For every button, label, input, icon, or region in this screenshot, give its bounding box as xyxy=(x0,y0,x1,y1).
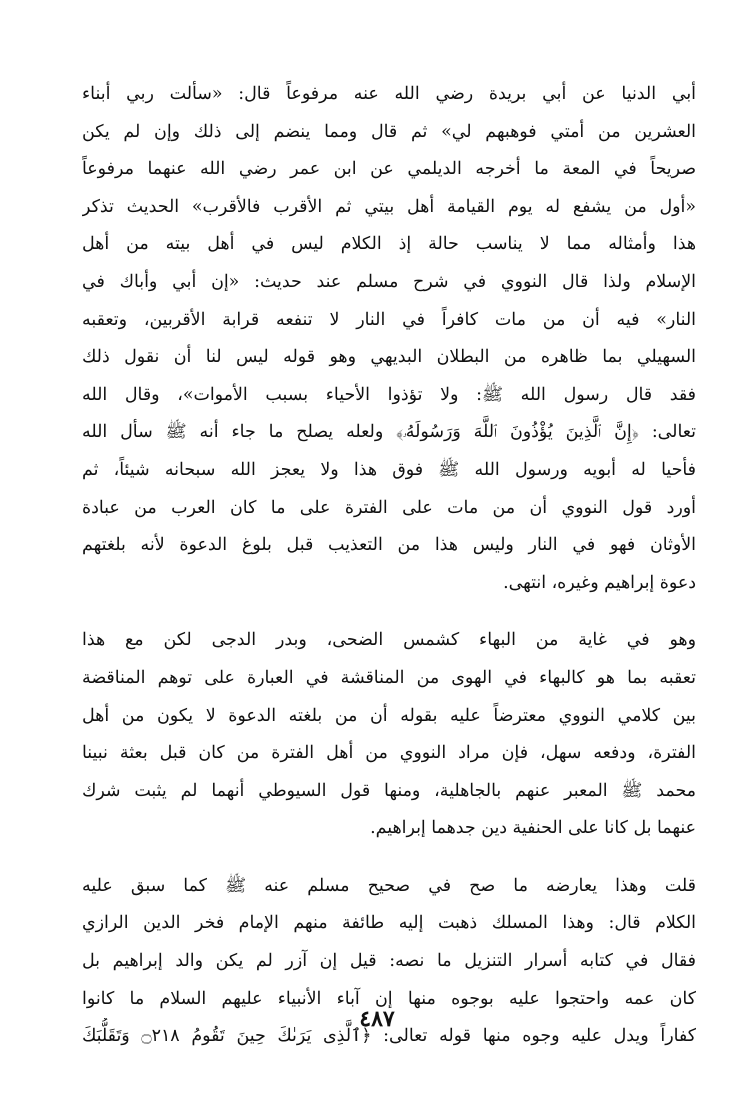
text-line: تعقبه بما هو كالبهاء في الهوى من المناقشة في العبارة على توهم المناقضة xyxy=(82,667,696,688)
text-line: العشرين من أمتي فوهبهم لي» ثم قال ومما ينضم إلى ذلك وإن لم يكن xyxy=(82,121,696,142)
text-line: قلت وهذا يعارضه ما صح في صحيح مسلم عنه ﷺ كما سبق عليه xyxy=(82,875,696,896)
text-line: أبي الدنيا عن أبي بريدة رضي الله عنه مرفوعاً قال: «سألت ربي أبناء xyxy=(82,84,696,104)
text-line: فأحيا له أبويه ورسول الله ﷺ فوق هذا ولا يعجز الله سبحانه شيئاً، ثم xyxy=(82,459,696,480)
text-line: كفاراً ويدل عليه وجوه منها قوله تعالى: ﴿ٱلَّذِى يَرَىٰكَ حِينَ تَقُومُ ۝٢١٨ وَتَقَلُّبَكَ xyxy=(82,1026,696,1047)
text-line: هذا وأمثاله مما لا يناسب حالة إذ الكلام ليس في أهل بيته من أهل xyxy=(82,234,696,255)
text-line: «أول من يشفع له يوم القيامة أهل بيتي ثم الأقرب فالأقرب» الحديث تذكر xyxy=(82,196,696,217)
text-line: عنهما بل كانا على الحنفية دين جدهما إبراهيم. xyxy=(370,818,696,839)
text-line: الإسلام ولذا قال النووي في شرح مسلم عند حديث: «إن أبي وأباك في xyxy=(82,271,696,292)
text-line: وهو في غاية من البهاء كشمس الضحى، وبدر الدجى لكن مع هذا xyxy=(82,630,696,651)
page-number: ٤٨٧ xyxy=(359,1006,395,1032)
text-line: محمد ﷺ المعبر عنهم بالجاهلية، ومنها قول السيوطي أنهما لم يثبت شرك xyxy=(82,780,696,801)
text-line: تعالى: ﴿إِنَّ ٱلَّذِينَ يُؤْذُونَ ٱللَّهَ وَرَسُولَهُۥ﴾ ولعله يصلح ما جاء أنه ﷺ سأل الله xyxy=(82,422,696,443)
paragraph-2 xyxy=(82,622,696,848)
text-line: أورد قول النووي أن من مات على الفترة على ما كان العرب من عبادة xyxy=(82,497,696,518)
page-body xyxy=(82,76,696,1056)
text-line: فقال في كتابه أسرار التنزيل ما نصه: قيل إن آزر لم يكن والد إبراهيم بل xyxy=(82,951,696,972)
text-line: السهيلي بما ظاهره من البطلان البديهي وهو قوله ليس لنا أن نقول ذلك xyxy=(82,347,696,368)
paragraph-1 xyxy=(82,76,696,602)
text-line: فقد قال رسول الله ﷺ: ولا تؤذوا الأحياء بسبب الأموات»، وقال الله xyxy=(82,384,696,405)
text-line: بين كلامي النووي معترضاً عليه بقوله أن من بلغته الدعوة لا يكون من أهل xyxy=(82,705,696,726)
text-line: الكلام قال: وهذا المسلك ذهبت إليه طائفة منهم الإمام فخر الدين الرازي xyxy=(82,913,696,934)
text-line: الأوثان فهو في النار وليس هذا من التعذيب قبل بلوغ الدعوة لأنه بلغتهم xyxy=(82,535,696,556)
text-line: الفترة، ودفعه سهل، فإن مراد النووي من أهل الفترة من كان قبل بعثة نبينا xyxy=(82,743,696,764)
text-line: النار» فيه أن من مات كافراً في النار لا تنفعه قرابة الأقربين، وتعقبه xyxy=(82,309,696,330)
text-line: كان عمه واحتجوا عليه بوجوه منها إن آباء الأنبياء عليهم السلام ما كانوا xyxy=(82,988,696,1009)
text-line: دعوة إبراهيم وغيره، انتهى. xyxy=(503,572,696,593)
text-line: صريحاً في المعة ما أخرجه الديلمي عن ابن عمر رضي الله عنهما مرفوعاً xyxy=(82,159,696,180)
